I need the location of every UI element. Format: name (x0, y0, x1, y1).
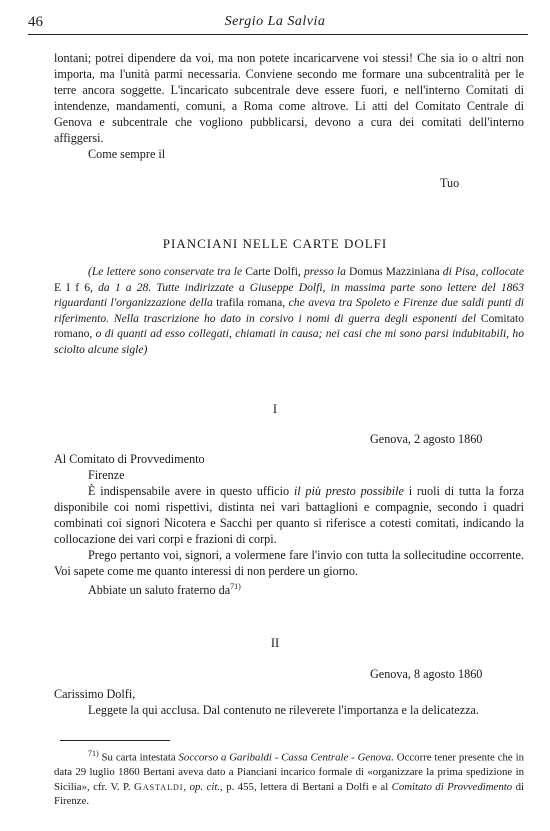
opening-paragraph (54, 50, 524, 162)
signature: Tuo (440, 176, 460, 190)
page-number: 46 (28, 14, 43, 30)
footnote-run: Occorre tener presente che in data 29 luglio 1860 Bertani aveva dato a Pianciani incarico formale di «organizzare la prima spedizione in Sicilia», cfr. V. P. (54, 751, 524, 793)
editorial-note-run: Comitato romano, (54, 311, 524, 341)
editorial-note-run: da 1 a 28. Tutte indirizzate a Giuseppe Dolfi, in massima parte sono lettere del 1863 riguardanti l'organizzazione della (54, 280, 525, 310)
footnote-run: Comitato di Provvedimento (391, 780, 513, 793)
footnote-text (54, 747, 524, 809)
footnote-run: Gastaldi (134, 780, 184, 793)
opening-text: lontani; potrei dipendere da voi, ma non potete incaricarvene voi stessi! Che sia io o altri non importa, ma l'unità parmi necessaria. Conviene secondo me formare una subcentralità per le terre ancora soggette. L'incaricato subcentrale deve essere fuori, e nell'interno Comitati di intendenze, mandamenti, comuni, a Roma come altrove. Li atti del Comitato Centrale di Genova e subcentrale che vogliono pubblicarsi, devono a cura dei comitati dell'interno affiggersi. (54, 51, 524, 145)
editorial-note-run: (Le lettere sono conservate tra le (88, 265, 246, 278)
footnote-run: op. cit. (189, 780, 221, 793)
letter1-p3-text: Abbiate un saluto fraterno da (88, 583, 231, 598)
letter2-body (54, 686, 524, 718)
editorial-note-run: o di quanti ad esso collegati, chiamati in causa; nei casi che mi sono parsi indubitabili, ho sciolto alcune sigle) (54, 327, 524, 356)
closing-line: Come sempre il (88, 147, 166, 161)
footnote-run: , p. 455, lettera di Bertani a Dolfi e al (220, 780, 392, 793)
running-title: Sergio La Salvia (224, 14, 326, 29)
editorial-note-run: trafila romana, (216, 296, 289, 310)
editorial-note-run: E I f 6, (54, 280, 99, 294)
footnote-run: , (183, 780, 190, 793)
letter1-paragraph-1 (54, 483, 524, 547)
letter1-addressee: Al Comitato di Provvedimento (54, 452, 205, 466)
footnote-run: Soccorso a Garibaldi - Cassa Centrale - Genova. (178, 751, 394, 764)
footnote-mark: 71) (88, 749, 99, 758)
header-rule (28, 34, 528, 35)
editorial-note-text (54, 264, 524, 358)
editorial-note-run: presso la (303, 265, 349, 278)
letter1-addressee-city: Firenze (88, 468, 125, 482)
letter1-body (54, 451, 524, 598)
letter1-paragraph-2: Prego pertanto voi, signori, a volermene fare l'invio con tutta la sollecitudine occorrente. Voi sapete come me quanto interessi di non perdere un giorno. (54, 548, 524, 578)
letter2-paragraph-1: Leggete la qui acclusa. Dal contenuto ne rileverete l'importanza e la delicatezza. (88, 703, 479, 717)
letter1-p1-emphasis: il più presto possibile (293, 484, 404, 498)
letter1-date: Genova, 2 agosto 1860 (370, 432, 483, 446)
footnote-run: Su carta intestata (98, 751, 179, 764)
editorial-note (54, 264, 524, 358)
footnote (54, 747, 524, 809)
footnote-run: di Firenze. (54, 780, 524, 808)
letter-numeral-2: II (270, 636, 280, 650)
letter1-p1-text-b: i ruoli di tutta la forza disponibile coi nomi rispettivi, distinta nei vari battaglioni e compagnie, secondo i quadri combinati coi signori Nicotera e Sacchi per quanto si riferisce a cotesti comitati, indicando la collocazione dei vari corpi e frazioni di corpi. (54, 484, 524, 546)
footnote-rule (60, 740, 170, 741)
editorial-note-run: che aveva tra Spoleto e Firenze due saldi punti di riferimento. Nella trascrizione ho dato in corsivo i nomi di guerra degli esponenti del (54, 296, 525, 325)
letter-numeral-1: I (272, 402, 278, 416)
editorial-note-run: Carte Dolfi, (245, 265, 304, 278)
letter2-salutation: Carissimo Dolfi, (54, 687, 136, 701)
editorial-note-run: Domus Mazziniana (349, 265, 443, 278)
letter1-p1-text-a: È indispensabile avere in questo ufficio (88, 484, 294, 498)
section-title: PIANCIANI NELLE CARTE DOLFI (162, 236, 388, 251)
editorial-note-run: di Pisa, collocate (442, 265, 524, 278)
letter1-paragraph-3 (54, 579, 524, 598)
footnote-reference: 71) (230, 582, 241, 591)
letter2-date: Genova, 8 agosto 1860 (370, 667, 483, 681)
